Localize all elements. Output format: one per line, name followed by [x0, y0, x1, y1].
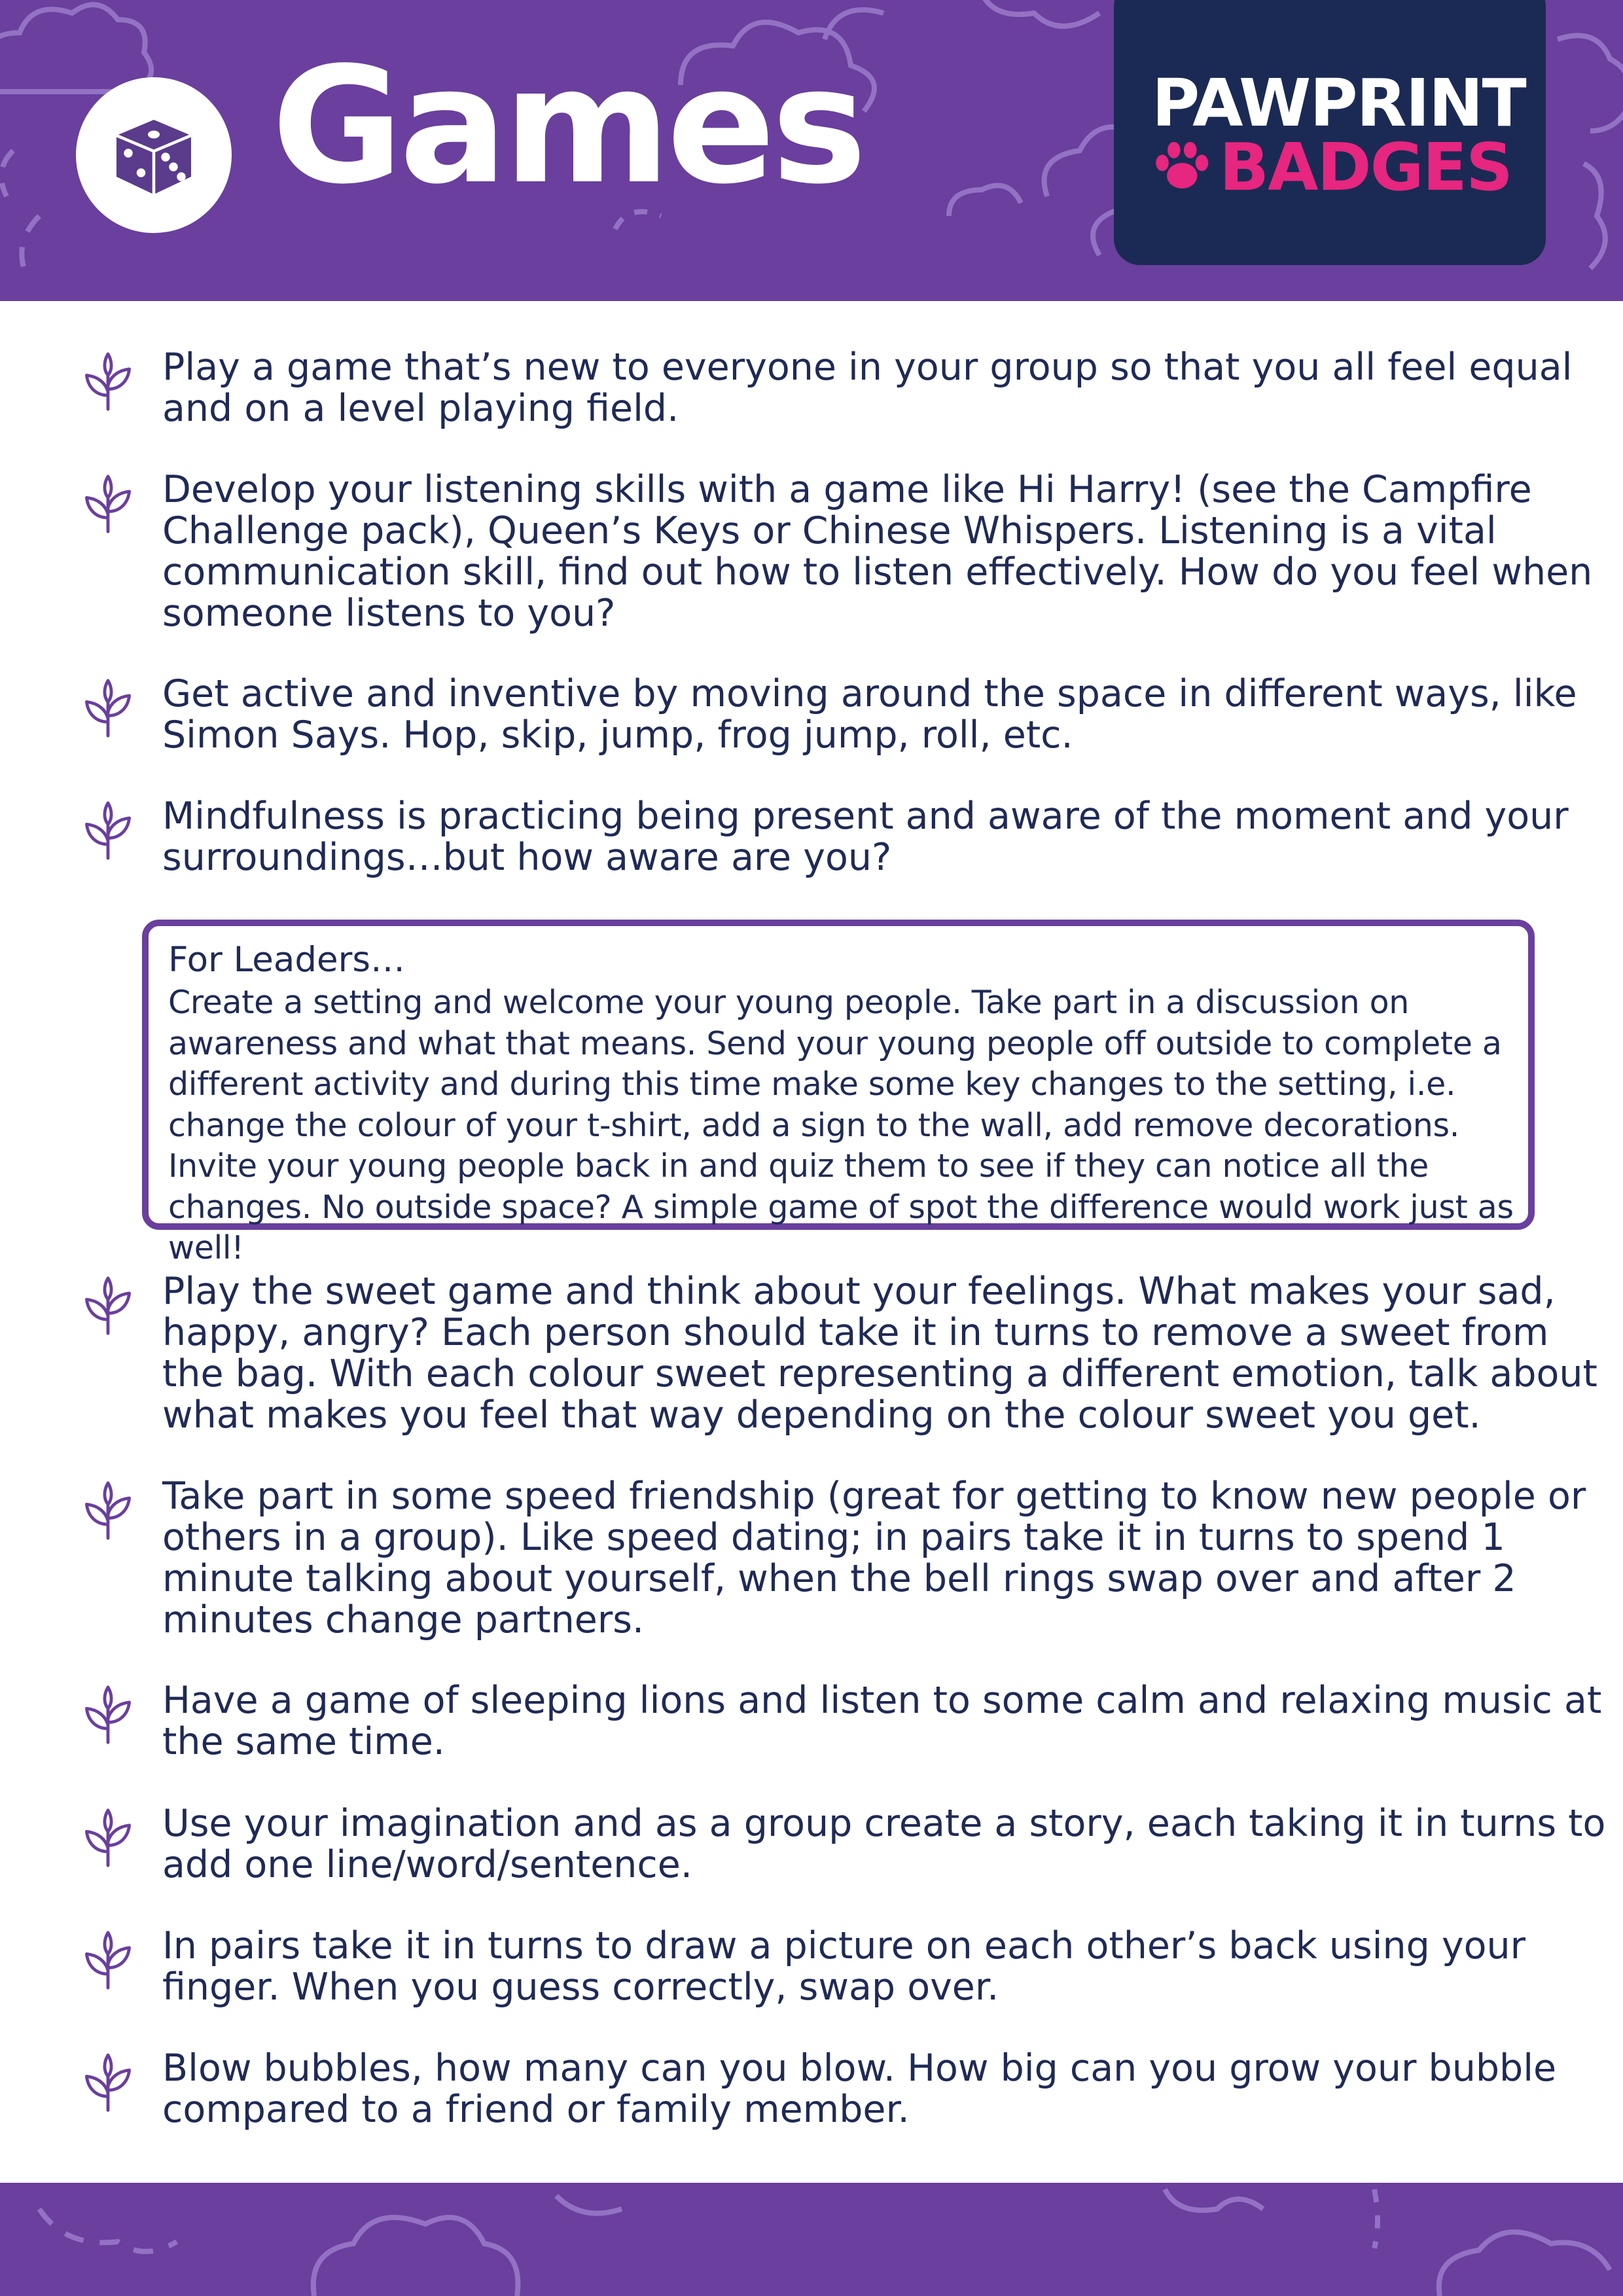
- sprout-icon: [82, 800, 134, 861]
- list-item-text: Develop your listening skills with a game like Hi Harry! (see the Campfire Challenge pack), Queen’s Keys or Chinese Whispers. Listening is a vital communication skill, find out how to listen effectively. How do you feel when someone listens to you?: [162, 468, 1593, 635]
- logo-line-2-row: [1152, 129, 1512, 206]
- page-header: [0, 0, 1623, 301]
- list-item-text: In pairs take it in turns to draw a picture on each other’s back using your finger. When you guess correctly, swap over.: [162, 1924, 1526, 2009]
- page-footer: [0, 2183, 1623, 2296]
- paw-icon: [1152, 135, 1210, 200]
- dice-icon: [105, 106, 203, 204]
- dice-icon-circle: [76, 77, 232, 233]
- leaders-heading: For Leaders…: [168, 940, 405, 980]
- list-item-text: Play a game that’s new to everyone in your group so that you all feel equal and on a level playing field.: [162, 346, 1573, 430]
- sprout-icon: [82, 678, 134, 738]
- list-item-text: Blow bubbles, how many can you blow. How big can you grow your bubble compared to a friend or family member.: [162, 2047, 1557, 2131]
- list-item-text: Play the sweet game and think about your feelings. What makes your sad, happy, angry? Each person should take it in turns to remove a sweet from the bag. With each colour sweet representing a different emotion, talk about what makes you feel that way depending on the colour sweet you get.: [162, 1270, 1597, 1437]
- page-title: Games: [272, 33, 863, 219]
- leaders-body: Create a setting and welcome your young people. Take part in a discussion on awareness and what that means. Send your young people off outside to complete a different activity and during this time make some key changes to the setting, i.e. change the colour of your t-shirt, add a sign to the wall, add remove decorations. Invite your young people back in and quiz them to see if they can notice all the changes. No outside space? A simple game of spot the difference would work just as well!: [168, 984, 1514, 1266]
- list-item-text: Have a game of sleeping lions and listen to some calm and relaxing music at the same time.: [162, 1679, 1602, 1763]
- brand-logo: [1114, 0, 1546, 265]
- list-item-text: Mindfulness is practicing being present and aware of the moment and your surroundings…but how aware are you?: [162, 795, 1569, 879]
- sprout-icon: [82, 351, 134, 412]
- list-item-text: Use your imagination and as a group create a story, each taking it in turns to add one line/word/sentence.: [162, 1802, 1606, 1886]
- logo-line-1: PAWPRINT: [1152, 65, 1525, 141]
- sprout-icon: [82, 2053, 134, 2113]
- sprout-icon: [82, 1685, 134, 1745]
- list-item-text: Get active and inventive by moving around the space in different ways, like Simon Says. Hop, skip, jump, frog jump, roll, etc.: [162, 672, 1577, 757]
- logo-line-2: BADGES: [1219, 129, 1512, 206]
- sprout-icon: [82, 1930, 134, 1990]
- leaders-note-box: [142, 920, 1535, 1266]
- sprout-icon: [82, 1276, 134, 1336]
- sprout-icon: [82, 1808, 134, 1868]
- list-item-text: Take part in some speed friendship (great for getting to know new people or others in a group). Like speed dating; in pairs take it in turns to spend 1 minute talking about yourself, when the bell rings swap over and after 2 minutes change partners.: [162, 1475, 1586, 1641]
- sprout-icon: [82, 474, 134, 534]
- cloud-decoration: [0, 2183, 1623, 2296]
- sprout-icon: [82, 1480, 134, 1541]
